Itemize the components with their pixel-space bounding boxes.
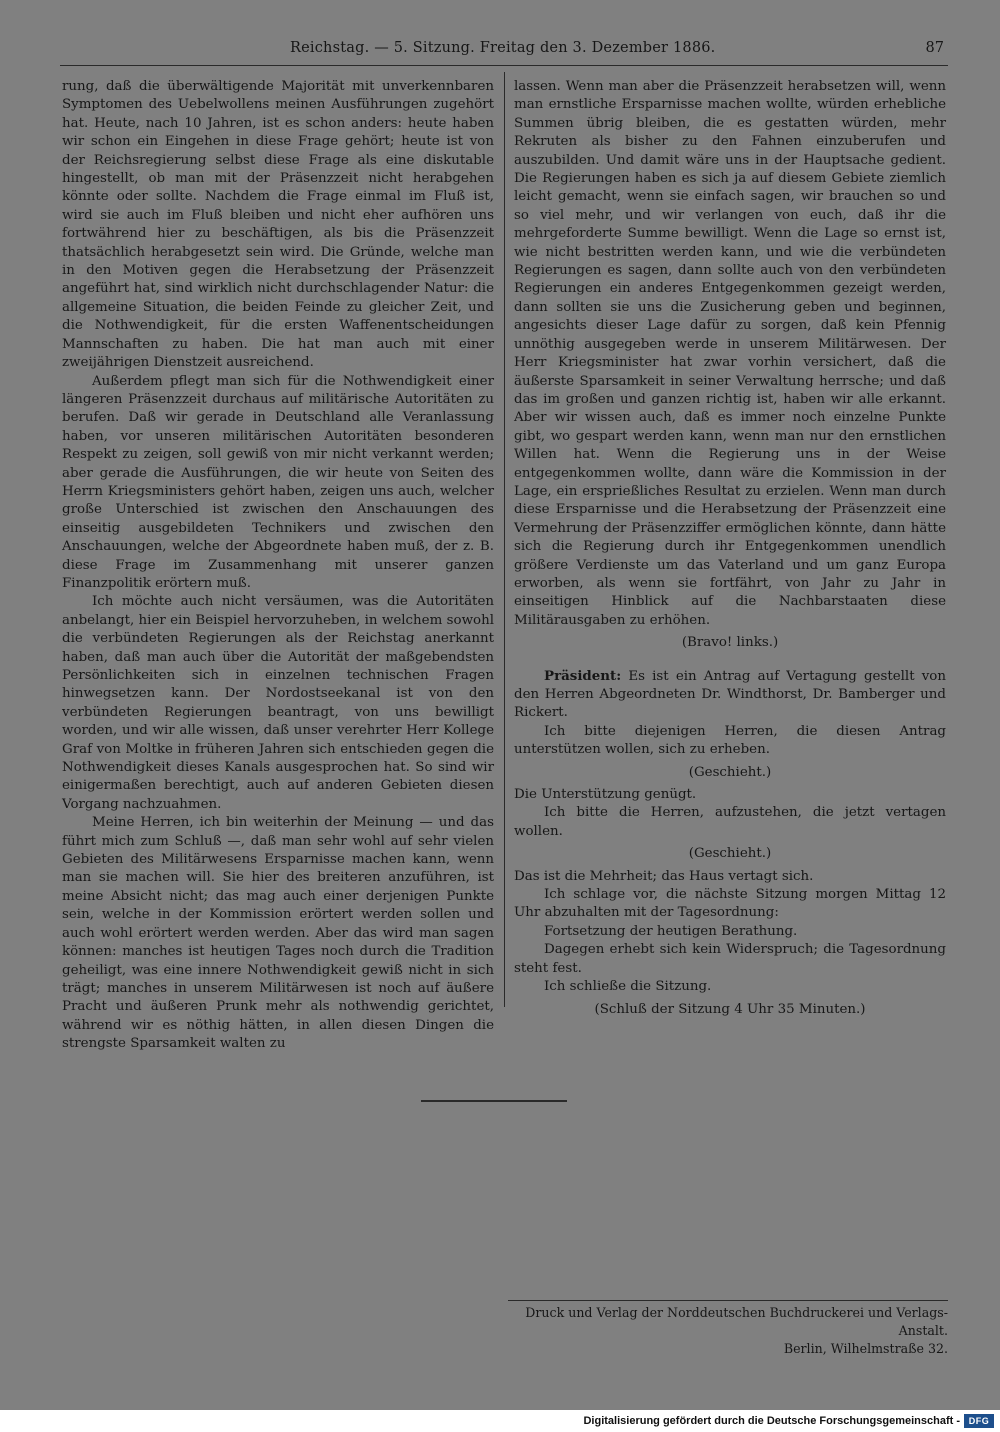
paragraph: Ich schließe die Sitzung. bbox=[544, 979, 712, 995]
funding-footer bbox=[0, 1410, 1000, 1432]
right-column bbox=[514, 78, 946, 1023]
stage-direction: (Geschieht.) bbox=[688, 764, 772, 780]
page-header bbox=[60, 38, 948, 64]
imprint-rule bbox=[508, 1300, 948, 1301]
imprint bbox=[508, 1304, 948, 1358]
session-end-note: (Schluß der Sitzung 4 Uhr 35 Minuten.) bbox=[594, 1001, 866, 1017]
paragraph: Meine Herren, ich bin weiterhin der Meinung — und das führt mich zum Schluß —, daß man sehr wohl auf sehr vielen Gebieten des Militärwesens Ersparnisse machen kann, wenn man sie machen will. Sie hier des breiteren anzuführen, ist meine Absicht nicht; das mag auch einer derjenigen Punkte sein, welche in der Kommission erörtert werden sollen und auch wohl erörtert werden werden. Aber das wird man sagen können: manches ist heutigen Tages noch durch die Tradition geheiligt, was eine innere Nothwendigkeit gewiß nicht in sich trägt; manches in unserem Militärwesen ist noch auf äußere Pracht und äußeren Prunk mehr als nothwendig gerichtet, während wir es nöthig hätten, in allen diesen Dingen die strengste Sparsamkeit walten zu bbox=[62, 815, 494, 1052]
paragraph: Außerdem pflegt man sich für die Nothwendigkeit einer längeren Präsenzzeit durchaus auf militärische Autoritäten zu berufen. Daß wir gerade in Deutschland alle Veranlassung haben, vor unseren militärischen Autoritäten besonderen Respekt zu zeigen, soll gewiß von mir nicht verkannt werden; aber gerade die Ausführungen, die wir heute von Seiten des Herrn Kriegsministers gehört haben, zeigen uns auch, welcher große Unterschied ist zwischen den Anschauungen des einseitig ausgebildeten Technikers und zwischen den Anschauungen, welche der Abgeordnete haben muß, der z. B. diese Frage im Zusammenhang mit unserer ganzen Finanzpolitik erörtern muß. bbox=[62, 373, 494, 591]
paragraph: Die Unterstützung genügt. bbox=[514, 787, 697, 803]
paragraph: lassen. Wenn man aber die Präsenzzeit herabsetzen will, wenn man ernstliche Ersparnisse machen wollte, würden erhebliche Summen übrig bleiben, die es gestatten würden, mehr Rekruten als bisher zu den Fahnen einzuberufen und auszubilden. Und damit wäre uns in der Hauptsache gedient. Die Regierungen haben es sich ja auf diesem Gebiete ziemlich leicht gemacht, wenn sie einfach sagen, wir brauchen so und so viel mehr, und wir verlangen von euch, daß ihr die mehrgeforderte Summe bewilligt. Wenn die Lage so ernst ist, wie nicht bestritten werden kann, und wie die verbündeten Regierungen es sagen, dann sollte auch von den verbündeten Regierungen ein anderes Entgegenkommen gezeigt werden, dann sollten sie uns die Zusicherung geben und beginnen, angesichts dieser Lage dafür zu sorgen, daß kein Pfennig unnöthig ausgegeben werde in unserem Militärwesen. Der Herr Kriegsminister hat zwar vorhin versichert, daß die äußerste Sparsamkeit in seiner Verwaltung herrsche; und daß das im großen und ganzen richtig ist, haben wir alle erkannt. Aber wir wissen auch, daß es immer noch einzelne Punkte gibt, wo gespart werden kann, wenn man nur den ernstlichen Willen hat. Wenn die Regierung uns in der Weise entgegenkommen wollte, dann wäre die Kommission in der Lage, ein ersprießliches Resultat zu erzielen. Wenn man durch diese Ersparnisse und die Herabsetzung der Präsenzzeit eine Vermehrung der Präsenzziffer ermöglichen könnte, dann hätte sich die Regierung durch ihr Entgegenkommen unendlich größere Verdienste um das Vaterland und um ganz Europa erworben, als wenn sie fortfährt, von Jahr zu Jahr in einseitigen Hinblick auf die Nachbarstaaten diese Militärausgaben zu erhöhen. bbox=[514, 79, 946, 628]
running-title: Reichstag. — 5. Sitzung. Freitag den 3. Dezember 1886. bbox=[290, 40, 716, 56]
end-rule bbox=[421, 1100, 567, 1102]
speaker-text: Es ist ein Antrag auf Vertagung gestellt von den Herren Abgeordneten Dr. Windthorst, Dr. Bamberger und Rickert. bbox=[514, 668, 946, 721]
header-rule bbox=[60, 65, 948, 66]
agenda-item: Fortsetzung der heutigen Berathung. bbox=[544, 923, 798, 939]
paragraph: Das ist die Mehrheit; das Haus vertagt sich. bbox=[514, 868, 814, 884]
paragraph: Ich bitte die Herren, aufzustehen, die jetzt vertagen wollen. bbox=[514, 805, 946, 839]
speaker-label: Präsident: bbox=[544, 667, 622, 684]
paragraph: Ich bitte diejenigen Herren, die diesen Antrag unterstützen wollen, sich zu erheben. bbox=[514, 723, 946, 758]
paragraph: Dagegen erhebt sich kein Widerspruch; die Tagesordnung steht fest. bbox=[514, 942, 946, 976]
paragraph: Ich schlage vor, die nächste Sitzung morgen Mittag 12 Uhr abzuhalten mit der Tagesordnung: bbox=[514, 887, 946, 921]
stage-direction: (Geschieht.) bbox=[688, 846, 772, 862]
president-statement bbox=[514, 667, 946, 723]
column-divider bbox=[504, 72, 505, 1007]
funding-text: Digitalisierung gefördert durch die Deutsche Forschungsgemeinschaft - bbox=[583, 1415, 960, 1427]
interjection-bravo: (Bravo! links.) bbox=[681, 635, 779, 651]
page-number: 87 bbox=[925, 40, 944, 56]
imprint-line: Druck und Verlag der Norddeutschen Buchdruckerei und Verlags-Anstalt. bbox=[525, 1305, 948, 1338]
paragraph: rung, daß die überwältigende Majorität mit unverkennbaren Symptomen des Uebelwollens meinen Ausführungen zugehört hat. Heute, nach 10 Jahren, ist es schon anders: heute haben wir schon ein Eingehen in diese Frage gehört; heute ist von der Reichsregierung selbst diese Frage als eine diskutable hingestellt, ob man mit der Präsenzzeit nicht herabgehen könnte oder sollte. Nachdem die Frage einmal im Fluß ist, wird sie auch im Fluß bleiben und nicht eher aufhören uns fortwährend hier zu beschäftigen, als bis die Präsenzzeit thatsächlich herabgesetzt sein wird. Die Gründe, welche man in den Motiven gegen die Herabsetzung der Präsenzzeit angeführt hat, sind wirklich nicht durchschlagender Natur: die allgemeine Situation, die beiden Feinde zu gleicher Zeit, und die Nothwendigkeit, für die ersten Waffenentscheidungen Mannschaften zu haben. Die hat man auch mit einer zweijährigen Dienstzeit ausreichend. bbox=[62, 79, 494, 371]
paragraph: Ich möchte auch nicht versäumen, was die Autoritäten anbelangt, hier ein Beispiel hervorzuheben, in welchem sowohl die verbündeten Regierungen als der Reichstag anerkannt haben, daß man auch über die Autorität der maßgebendsten Persönlichkeiten sich in einzelnen technischen Fragen hinwegsetzen kann. Der Nordostseekanal ist von den verbündeten Regierungen beantragt, von uns bewilligt worden, und wir alle wissen, daß unser verehrter Herr Kollege Graf von Moltke in früheren Jahren sich entschieden gegen die Nothwendigkeit dieses Kanals ausgesprochen hat. So sind wir einigermaßen berechtigt, auch auf anderen Gebieten diesen Vorgang nachzuahmen. bbox=[62, 594, 494, 812]
imprint-line: Berlin, Wilhelmstraße 32. bbox=[783, 1341, 948, 1356]
left-column bbox=[62, 78, 494, 1054]
dfg-logo: DFG bbox=[964, 1414, 994, 1428]
